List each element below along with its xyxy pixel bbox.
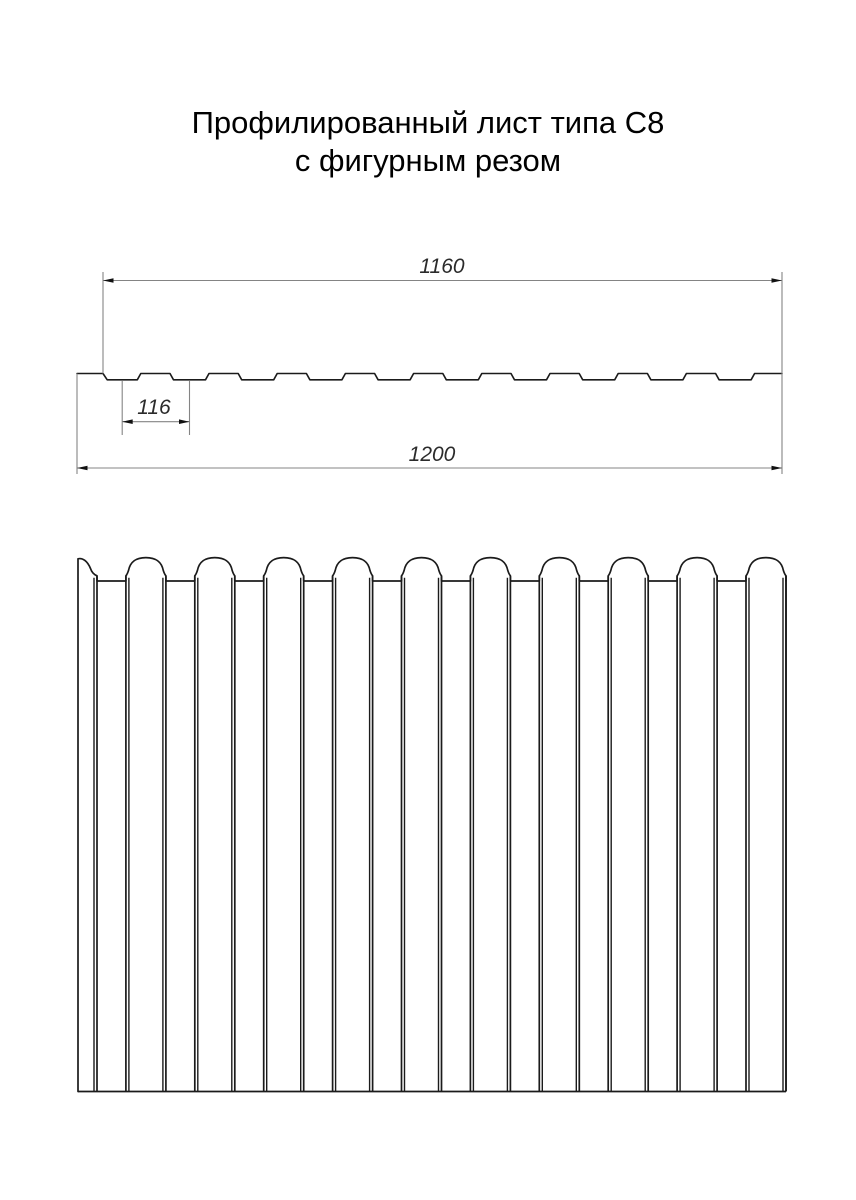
- dimension-arrow-cover-left: [103, 278, 114, 283]
- dimension-arrow-pitch-right: [179, 419, 190, 424]
- dim-label-pitch: 116: [137, 396, 171, 419]
- dimension-arrow-pitch-left: [122, 419, 133, 424]
- profile-cross-section-path: [77, 374, 782, 380]
- front-view-dome: [333, 558, 373, 581]
- dim-label-overall-width: 1200: [408, 443, 456, 466]
- front-view-dome: [677, 558, 717, 581]
- front-view-dome: [195, 558, 235, 581]
- front-view-dome: [470, 558, 510, 581]
- front-view-dome: [746, 558, 786, 581]
- drawing-linework: [77, 272, 786, 1092]
- page-title-line-1: Профилированный лист типа С8: [191, 105, 665, 140]
- dimension-arrow-overall-right: [772, 466, 783, 471]
- dimension-arrow-overall-left: [77, 466, 88, 471]
- front-view-dome: [264, 558, 304, 581]
- front-view-dome: [608, 558, 648, 581]
- page-title-line-2: с фигурным резом: [294, 143, 562, 178]
- dimension-arrow-cover-right: [772, 278, 783, 283]
- front-view-dome: [402, 558, 442, 581]
- dim-label-cover-width: 1160: [419, 255, 465, 278]
- front-view-dome: [539, 558, 579, 581]
- front-view-dome: [126, 558, 166, 581]
